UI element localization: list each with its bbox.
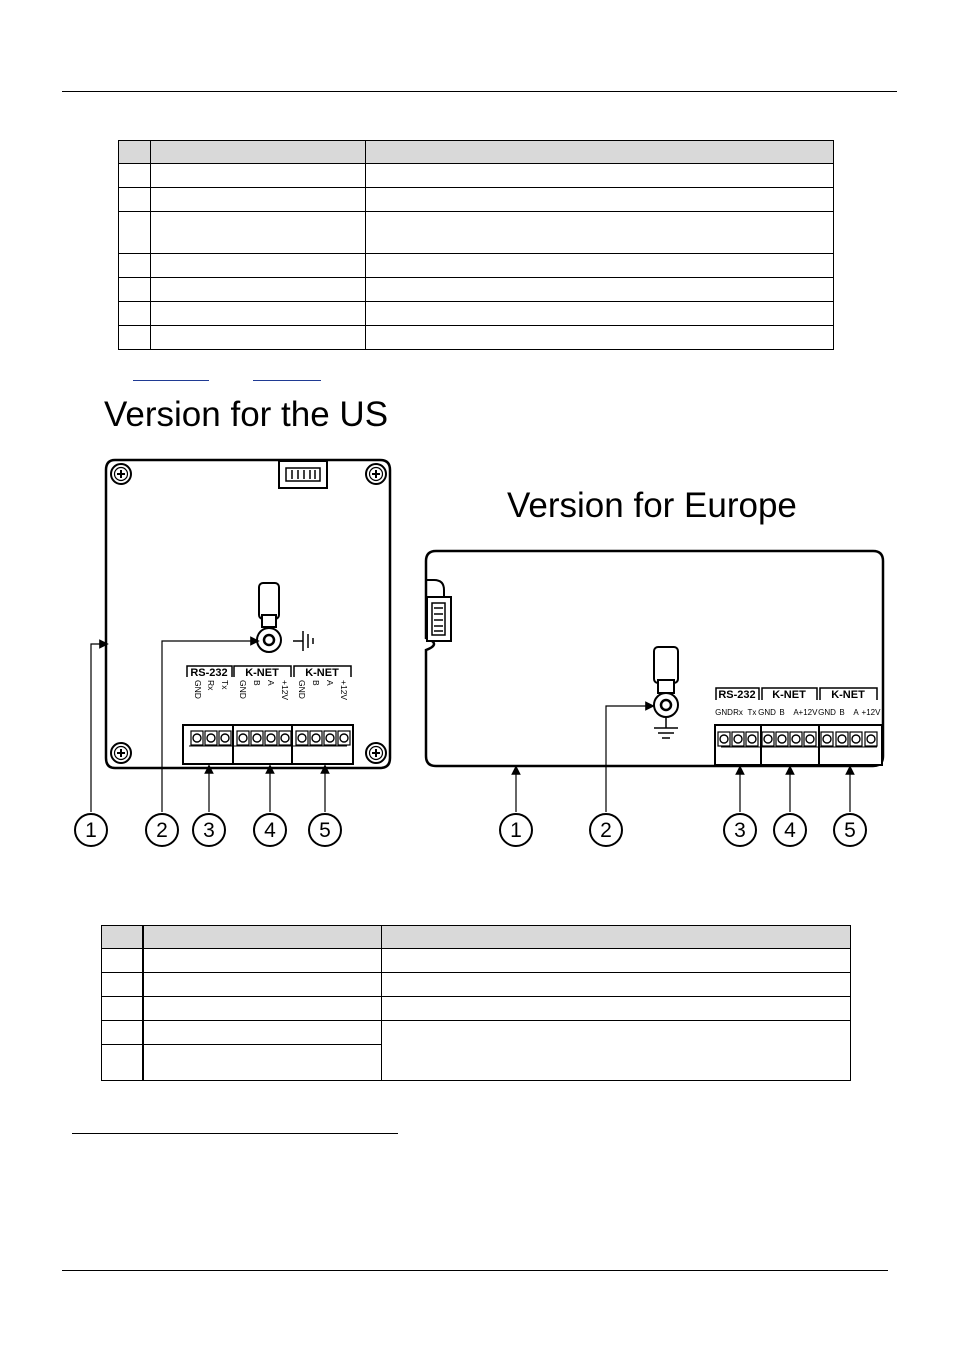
europe-version-title: Version for Europe (507, 486, 797, 525)
pin-label: GND (193, 680, 203, 699)
table-row (102, 997, 851, 1021)
callout-number: 4 (264, 819, 276, 842)
europe-device (426, 551, 883, 846)
header-rule (62, 91, 897, 92)
us-device (75, 460, 390, 846)
table-header-cell (382, 926, 851, 949)
device-rear-panel-diagram (0, 440, 953, 860)
programming-port-icon (427, 597, 451, 641)
knet-label: K-NET (305, 667, 339, 679)
pin-label: Rx (206, 680, 216, 691)
pin-label: GND (818, 708, 836, 717)
top-spec-table (118, 140, 834, 350)
table-row (119, 188, 834, 212)
rs232-label: RS-232 (190, 667, 228, 679)
pin-label: A (853, 708, 859, 717)
pin-label: B (311, 680, 321, 686)
hyperlink-underline[interactable] (133, 380, 209, 381)
pin-label: Rx (733, 708, 743, 717)
table-row (119, 326, 834, 350)
pin-label: +12V (280, 680, 290, 701)
table-header-row (119, 141, 834, 164)
pin-label: GND (715, 708, 733, 717)
screw-icon (366, 743, 386, 763)
screw-icon (111, 743, 131, 763)
hyperlink-underline[interactable] (253, 380, 321, 381)
callout-number: 5 (844, 819, 856, 842)
pin-label: GND (297, 680, 307, 699)
callout-number: 2 (156, 819, 168, 842)
knet-label: K-NET (245, 667, 279, 679)
table-row (102, 1021, 851, 1045)
callout-number: 3 (734, 819, 746, 842)
programming-port-icon (279, 461, 327, 488)
table-header-cell (143, 926, 382, 949)
table-row (102, 973, 851, 997)
table-row (119, 164, 834, 188)
pin-label: Tx (747, 708, 757, 717)
callout-number: 1 (85, 819, 97, 842)
table-header-cell (151, 141, 366, 164)
rs232-label: RS-232 (718, 689, 756, 701)
pin-label: A (266, 680, 276, 686)
pin-label: A (793, 708, 799, 717)
knet-label: K-NET (831, 689, 865, 701)
knet-label: K-NET (772, 689, 806, 701)
pin-label: +12V (861, 708, 881, 717)
callout-number: 4 (784, 819, 796, 842)
pin-label: GND (238, 680, 248, 699)
us-version-title: Version for the US (104, 395, 389, 434)
pin-label: B (839, 708, 845, 717)
pin-label: +12V (798, 708, 818, 717)
pin-label: GND (758, 708, 776, 717)
table-header-row (102, 926, 851, 949)
ground-lug-icon (654, 647, 678, 717)
table-header-cell (119, 141, 151, 164)
screw-icon (111, 464, 131, 484)
pin-label: +12V (339, 680, 349, 701)
screw-icon (366, 464, 386, 484)
table-header-cell (102, 926, 143, 949)
pin-label: B (779, 708, 785, 717)
pin-label: A (325, 680, 335, 686)
footnote-separator (72, 1133, 398, 1134)
table-row (119, 278, 834, 302)
callout-number: 5 (319, 819, 331, 842)
rear-panel-feature-table (101, 925, 851, 1081)
callout-number: 3 (203, 819, 215, 842)
table-row (102, 949, 851, 973)
table-row (119, 254, 834, 278)
callout-number: 1 (510, 819, 522, 842)
pin-label: Tx (220, 680, 230, 690)
terminal-block (715, 725, 882, 765)
terminal-block (183, 725, 353, 764)
pin-label: B (252, 680, 262, 686)
callout-number: 2 (600, 819, 612, 842)
footer-rule (62, 1270, 888, 1271)
table-header-cell (366, 141, 834, 164)
ground-lug-icon (257, 583, 281, 652)
table-row (119, 302, 834, 326)
table-row (119, 212, 834, 254)
